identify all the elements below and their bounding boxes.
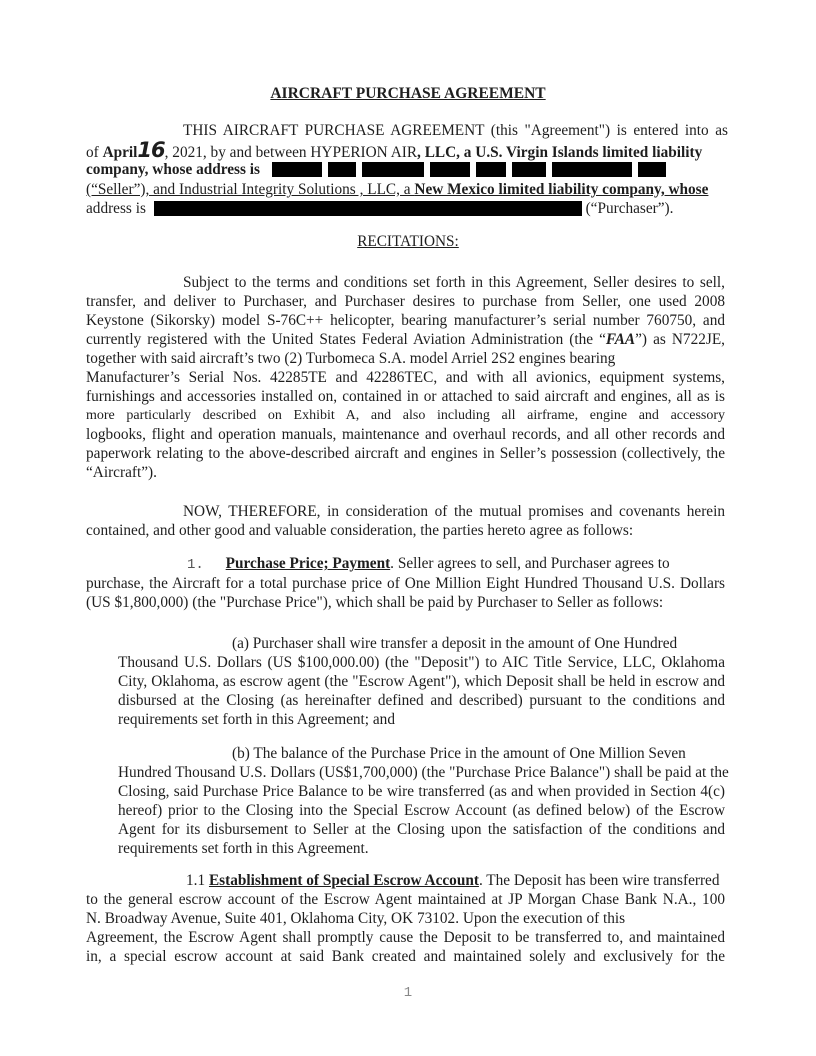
sub-b-line: (b) The balance of the Purchase Price in the amount of One Million Seven bbox=[232, 745, 686, 762]
faa-abbrev: FAA bbox=[605, 331, 636, 348]
section-1-line: (US $1,800,000) (the "Purchase Price"), which shall be paid by Purchaser to Seller as follows: bbox=[86, 594, 664, 611]
recital-line: Subject to the terms and conditions set forth in this Agreement, Seller desires to sell, bbox=[183, 274, 725, 291]
document-title: AIRCRAFT PURCHASE AGREEMENT bbox=[270, 85, 546, 102]
section-heading: Purchase Price; Payment bbox=[225, 555, 391, 572]
redaction-bar bbox=[512, 162, 546, 177]
redaction-bar bbox=[638, 162, 666, 177]
redaction-bar bbox=[552, 162, 632, 177]
sub-a-line: requirements set forth in this Agreement; and bbox=[118, 711, 395, 728]
intro-line-2 bbox=[86, 138, 728, 162]
date-month: April bbox=[102, 144, 138, 161]
recital-line-faa bbox=[86, 331, 725, 349]
intro-line-3 bbox=[86, 161, 728, 179]
redaction-bar bbox=[430, 162, 470, 177]
sub-b-line: hereof) prior to the Closing into the Special Escrow Account (as defined below) of the Escrow bbox=[118, 802, 725, 819]
sub-a-line: Thousand U.S. Dollars (US $100,000.00) (the "Deposit") to AIC Title Service, LLC, Oklahoma bbox=[118, 654, 725, 671]
recital-line: together with said aircraft’s two (2) Turbomeca S.A. model Arriel 2S2 engines bearing bbox=[86, 350, 616, 367]
recital-line: logbooks, flight and operation manuals, maintenance and overhaul records, and all other records and bbox=[86, 426, 725, 443]
page-number: 1 bbox=[403, 985, 413, 1001]
now-therefore-line: contained, and other good and valuable consideration, the parties hereto agree as follows: bbox=[86, 522, 634, 539]
recital-line: more particularly described on Exhibit A, and also including all airframe, engine and accessory bbox=[86, 408, 725, 423]
section-1-1-text-1: . The Deposit has been wire transferred bbox=[478, 872, 720, 889]
sub-a-line: City, Oklahoma, as escrow agent (the "Escrow Agent"), which Deposit shall be held in escrow and bbox=[118, 673, 725, 690]
recital-line: transfer, and deliver to Purchaser, and Purchaser desires to purchase from Seller, one used 2008 bbox=[86, 293, 725, 310]
redaction-bar bbox=[476, 162, 506, 177]
redaction-bar bbox=[272, 162, 322, 177]
section-1-line: purchase, the Aircraft for a total purchase price of One Million Eight Hundred Thousand U.S. Dollars bbox=[86, 575, 725, 592]
intro-text-1: THIS AIRCRAFT PURCHASE AGREEMENT (this "Agreement") is entered into as bbox=[183, 122, 728, 139]
recital-line: paperwork relating to the above-described aircraft and engines in Seller’s possession (collectively, the bbox=[86, 445, 725, 462]
recital-faa-text-a: currently registered with the United States Federal Aviation Administration (the “ bbox=[86, 331, 606, 348]
intro-line-1 bbox=[183, 122, 728, 140]
intro-text-5a: address is bbox=[86, 200, 146, 217]
intro-line-4 bbox=[86, 181, 728, 199]
redaction-bar bbox=[154, 201, 582, 216]
sub-a-line: disbursed at the Closing (as hereinafter defined and described) pursuant to the conditions and bbox=[118, 692, 725, 709]
intro-text-4a: (“Seller”), and Industrial Integrity Solutions , LLC, a bbox=[86, 181, 415, 198]
seller-name: HYPERION AIR bbox=[310, 144, 418, 161]
section-1-line-1 bbox=[187, 555, 725, 574]
recitations-heading: RECITATIONS: bbox=[357, 233, 459, 250]
recital-line: Keystone (Sikorsky) model S-76C++ helicopter, bearing manufacturer’s serial number 760750, and bbox=[86, 312, 725, 329]
recital-line: Manufacturer’s Serial Nos. 42285TE and 42286TEC, and with all avionics, equipment systems, bbox=[86, 369, 725, 386]
now-therefore-line: NOW, THEREFORE, in consideration of the mutual promises and covenants herein bbox=[183, 503, 725, 520]
recital-faa-text-c: ”) as N722JE, bbox=[635, 331, 725, 348]
seller-jurisdiction: U.S. Virgin Islands limited liability bbox=[475, 144, 703, 161]
intro-text-3: company, whose address is bbox=[86, 161, 260, 178]
sub-b-line: Closing, said Purchase Price Balance to be wire transferred (as and when provided in Section 4(c) bbox=[118, 783, 725, 800]
sub-b-line: Hundred Thousand U.S. Dollars (US$1,700,000) (the "Purchase Price Balance") shall be paid at the bbox=[118, 764, 729, 781]
intro-line-5 bbox=[86, 200, 728, 218]
section-1-1-line: Agreement, the Escrow Agent shall promptly cause the Deposit to be transferred to, and maintained bbox=[86, 929, 725, 946]
sub-a-line: (a) Purchaser shall wire transfer a deposit in the amount of One Hundred bbox=[232, 635, 678, 652]
recital-line: “Aircraft”). bbox=[86, 464, 157, 481]
redaction-bar bbox=[362, 162, 424, 177]
purchaser-jurisdiction: New Mexico limited liability company, whose bbox=[414, 181, 709, 198]
intro-text-2b: , 2021, by and between bbox=[164, 144, 311, 161]
intro-text-2a: of bbox=[86, 144, 103, 161]
sub-b-line: Agent for its disbursement to Seller at the Closing upon the satisfaction of the conditions and bbox=[118, 821, 725, 838]
section-number: 1.1 bbox=[186, 872, 209, 889]
purchaser-label: (“Purchaser”). bbox=[585, 200, 674, 217]
section-number: 1. bbox=[187, 557, 204, 573]
section-1-text-1: . Seller agrees to sell, and Purchaser agrees to bbox=[390, 555, 670, 572]
section-heading: Establishment of Special Escrow Account bbox=[208, 872, 479, 889]
intro-text-2d: , LLC, a bbox=[417, 144, 476, 161]
section-1-1-line-1 bbox=[186, 872, 725, 890]
section-1-1-line: N. Broadway Avenue, Suite 401, Oklahoma City, OK 73102. Upon the execution of this bbox=[86, 910, 626, 927]
handwritten-day: 16 bbox=[137, 138, 165, 162]
sub-b-line: requirements set forth in this Agreement. bbox=[118, 840, 369, 857]
section-1-1-line: in, a special escrow account at said Bank created and maintained solely and exclusively for the bbox=[86, 948, 725, 965]
redaction-bar bbox=[328, 162, 356, 177]
recital-line: furnishings and accessories installed on, contained in or attached to said aircraft and engines, all as is bbox=[86, 388, 725, 405]
section-1-1-line: to the general escrow account of the Escrow Agent maintained at JP Morgan Chase Bank N.A., 100 bbox=[86, 891, 725, 908]
